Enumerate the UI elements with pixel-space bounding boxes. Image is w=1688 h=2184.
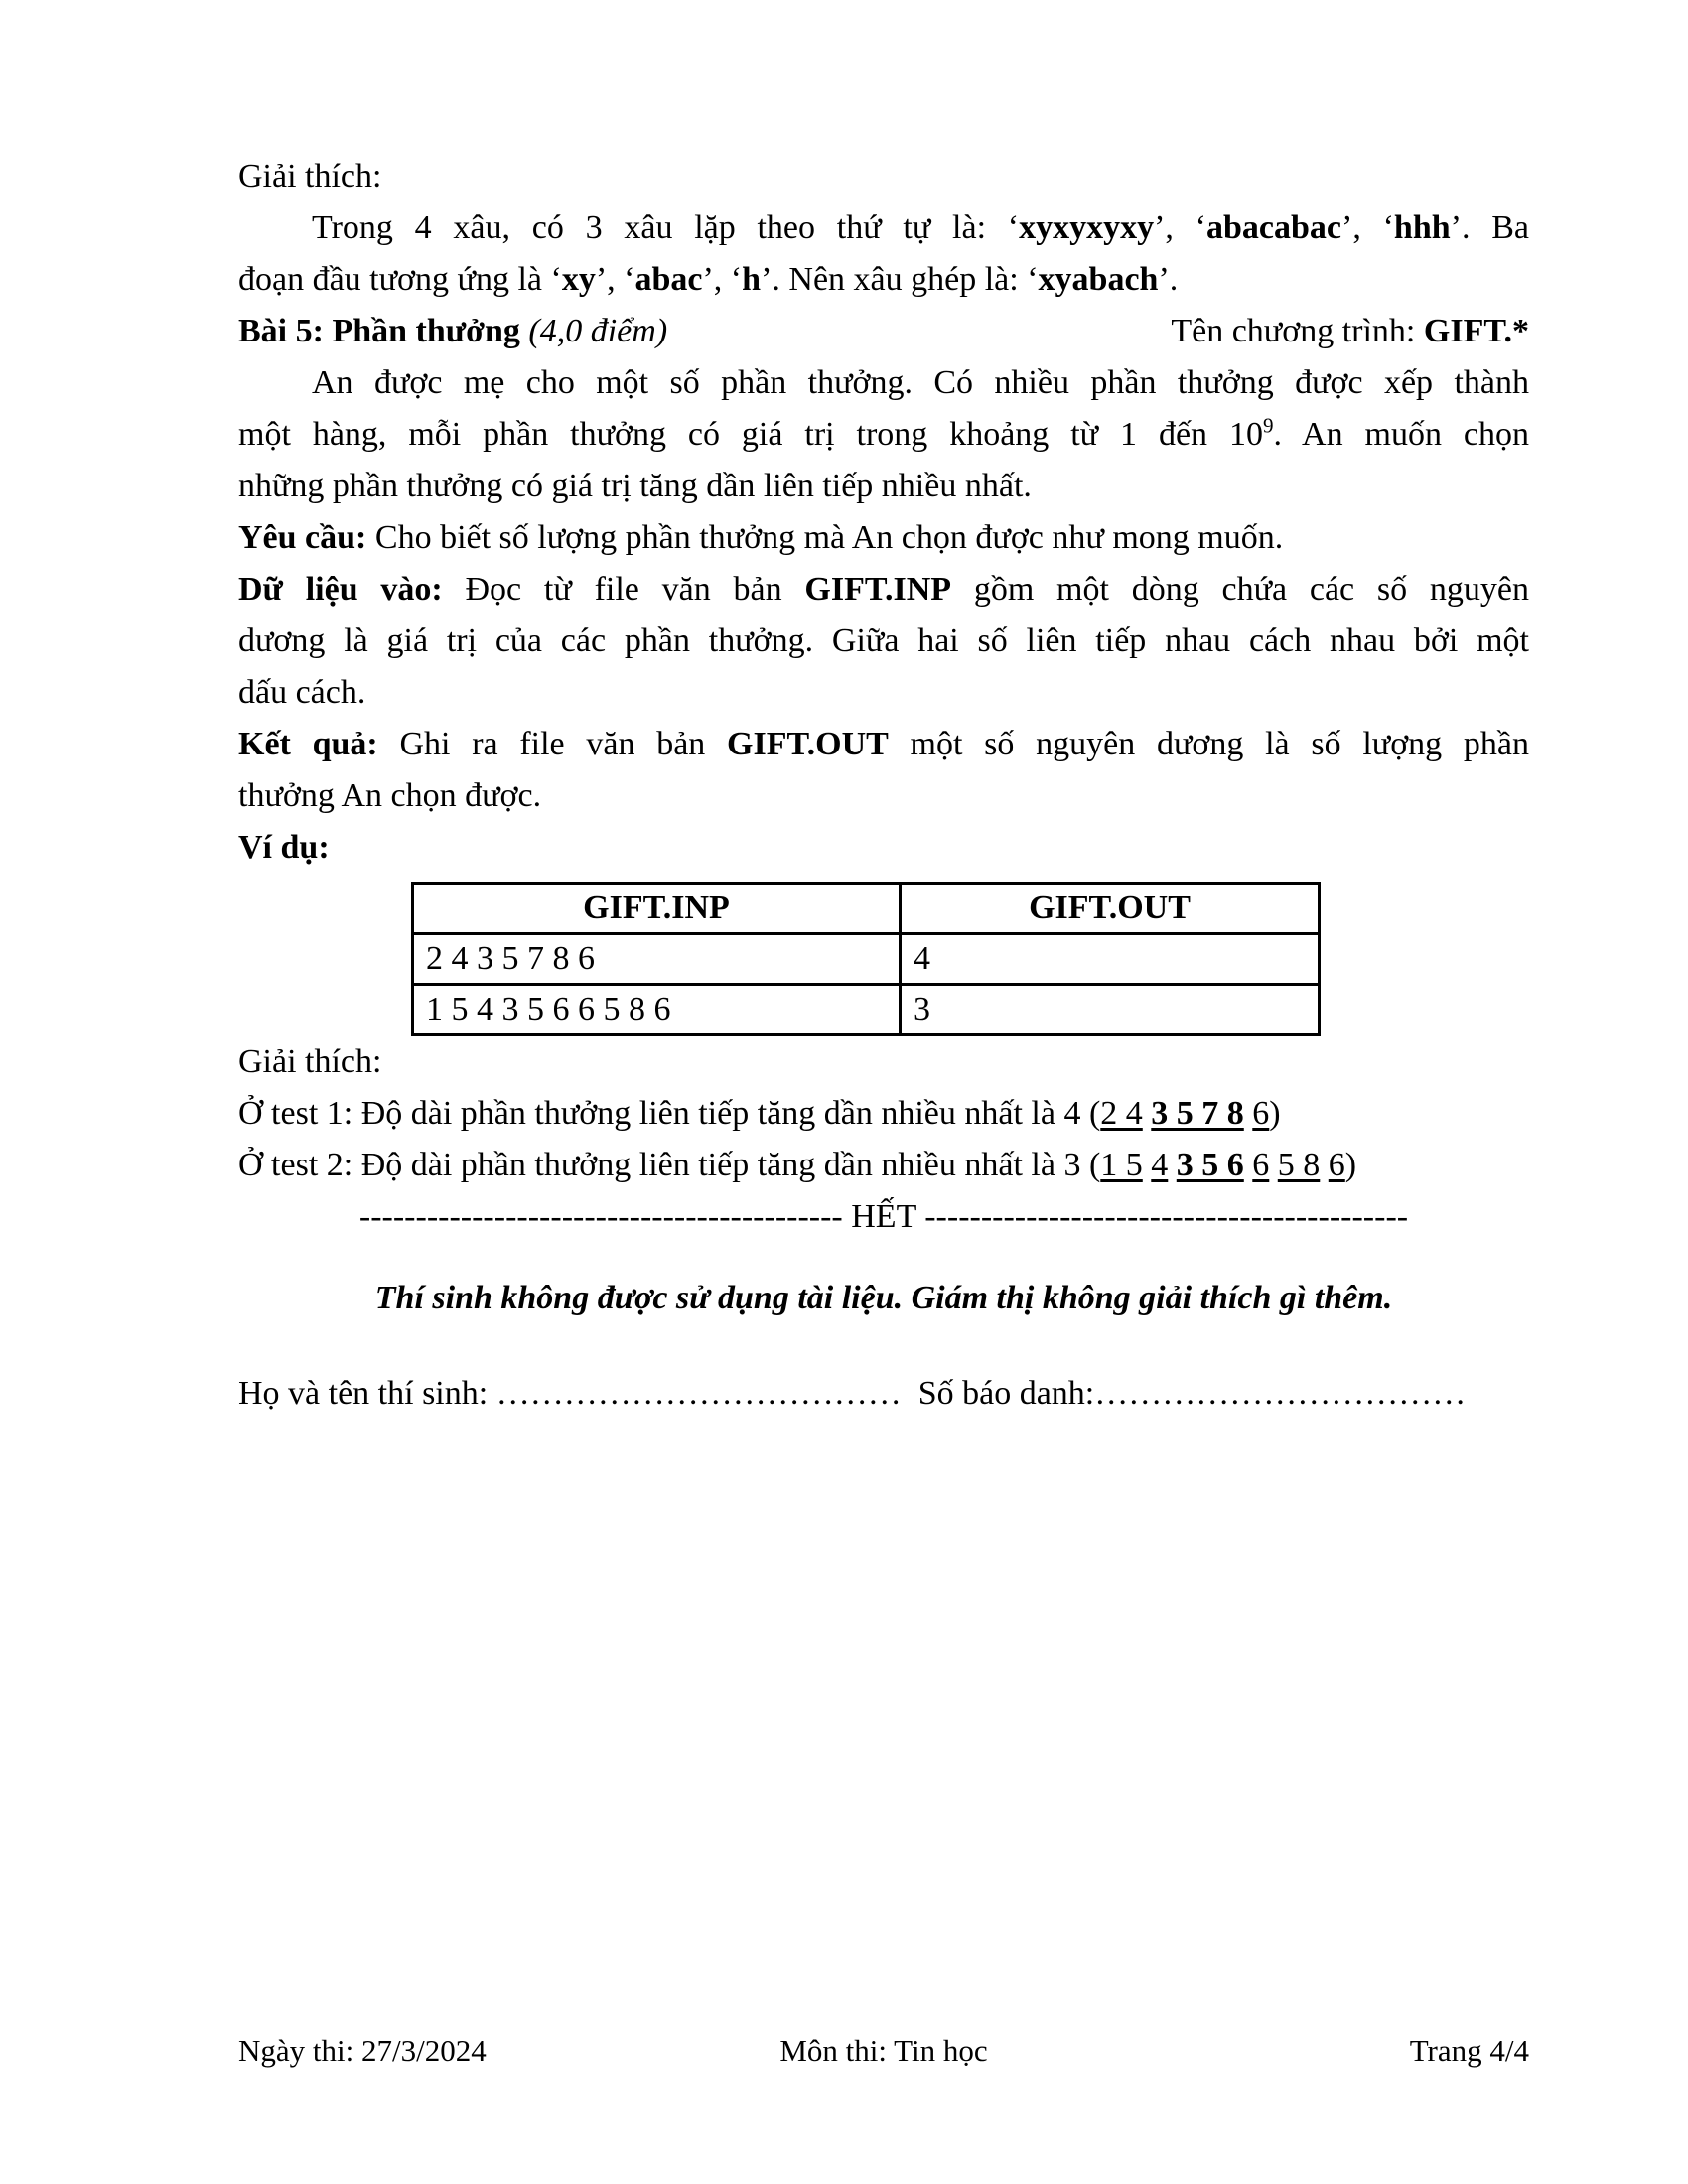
requirement-line: Yêu cầu: Cho biết số lượng phần thưởng mà An chọn được như mong muốn. xyxy=(238,519,1284,556)
table-cell-input-1: 2 4 3 5 7 8 6 xyxy=(413,934,901,985)
table-cell-input-2: 1 5 4 3 5 6 6 5 8 6 xyxy=(413,985,901,1035)
end-separator: ------------------------------------------- HẾT ------------------------------------------- xyxy=(358,1198,1409,1235)
document-body xyxy=(238,151,1529,1420)
input-spec-line-2: dương là giá trị của các phần thưởng. Giữa hai số liên tiếp nhau cách nhau bởi một xyxy=(238,622,1529,659)
test2-explanation: Ở test 2: Độ dài phần thưởng liên tiếp tăng dần nhiều nhất là 3 (1 5 4 3 5 6 6 5 8 6) xyxy=(238,1147,1357,1183)
candidate-name-line: Họ và tên thí sinh: ……………………………… Số báo danh:…………………………… xyxy=(238,1375,1467,1412)
example-table xyxy=(411,882,1321,1036)
page-footer xyxy=(238,2031,1529,2071)
table-row xyxy=(413,985,1320,1035)
footer-exam-date: Ngày thi: 27/3/2024 xyxy=(238,2033,487,2068)
explain-text-line-1: Trong 4 xâu, có 3 xâu lặp theo thứ tự là: ‘xyxyxyxy’, ‘abacabac’, ‘hhh’. Ba xyxy=(312,209,1530,246)
example-heading: Ví dụ: xyxy=(238,829,330,866)
table-cell-output-2: 3 xyxy=(901,985,1320,1035)
table-row xyxy=(413,934,1320,985)
output-spec-line-2: thưởng An chọn được. xyxy=(238,777,542,814)
table-header-row xyxy=(413,884,1320,934)
problem-title-row xyxy=(238,306,1529,357)
problem-title: Bài 5: Phần thưởng (4,0 điểm) xyxy=(238,313,668,349)
statement-line-3: những phần thưởng có giá trị tăng dần liên tiếp nhiều nhất. xyxy=(238,468,1032,504)
exam-notice: Thí sinh không được sử dụng tài liệu. Giám thị không giải thích gì thêm. xyxy=(374,1280,1393,1316)
input-spec-line-1: Dữ liệu vào: Đọc từ file văn bản GIFT.INP gồm một dòng chứa các số nguyên xyxy=(238,571,1530,608)
statement-line-1: An được mẹ cho một số phần thưởng. Có nhiều phần thưởng được xếp thành xyxy=(312,364,1529,401)
program-name: Tên chương trình: GIFT.* xyxy=(1171,313,1529,349)
statement-line-2: một hàng, mỗi phần thưởng có giá trị trong khoảng từ 1 đến $10^9$. An muốn chọn xyxy=(238,413,1529,453)
footer-subject: Môn thi: Tin học xyxy=(779,2033,988,2068)
output-spec-line-1: Kết quả: Ghi ra file văn bản GIFT.OUT một số nguyên dương là số lượng phần xyxy=(238,726,1529,762)
input-spec-line-3: dấu cách. xyxy=(238,674,366,711)
example-table-wrap xyxy=(411,882,1321,1036)
explain-heading-2: Giải thích: xyxy=(238,1043,382,1080)
explain-heading-1: Giải thích: xyxy=(238,158,382,195)
table-header-input: GIFT.INP xyxy=(413,884,901,934)
table-header-output: GIFT.OUT xyxy=(901,884,1320,934)
test1-explanation: Ở test 1: Độ dài phần thưởng liên tiếp tăng dần nhiều nhất là 4 (2 4 3 5 7 8 6) xyxy=(238,1095,1281,1132)
table-cell-output-1: 4 xyxy=(901,934,1320,985)
explain-text-line-2: đoạn đầu tương ứng là ‘xy’, ‘abac’, ‘h’. Nên xâu ghép là: ‘xyabach’. xyxy=(238,261,1179,298)
footer-page-number: Trang 4/4 xyxy=(1409,2033,1529,2068)
